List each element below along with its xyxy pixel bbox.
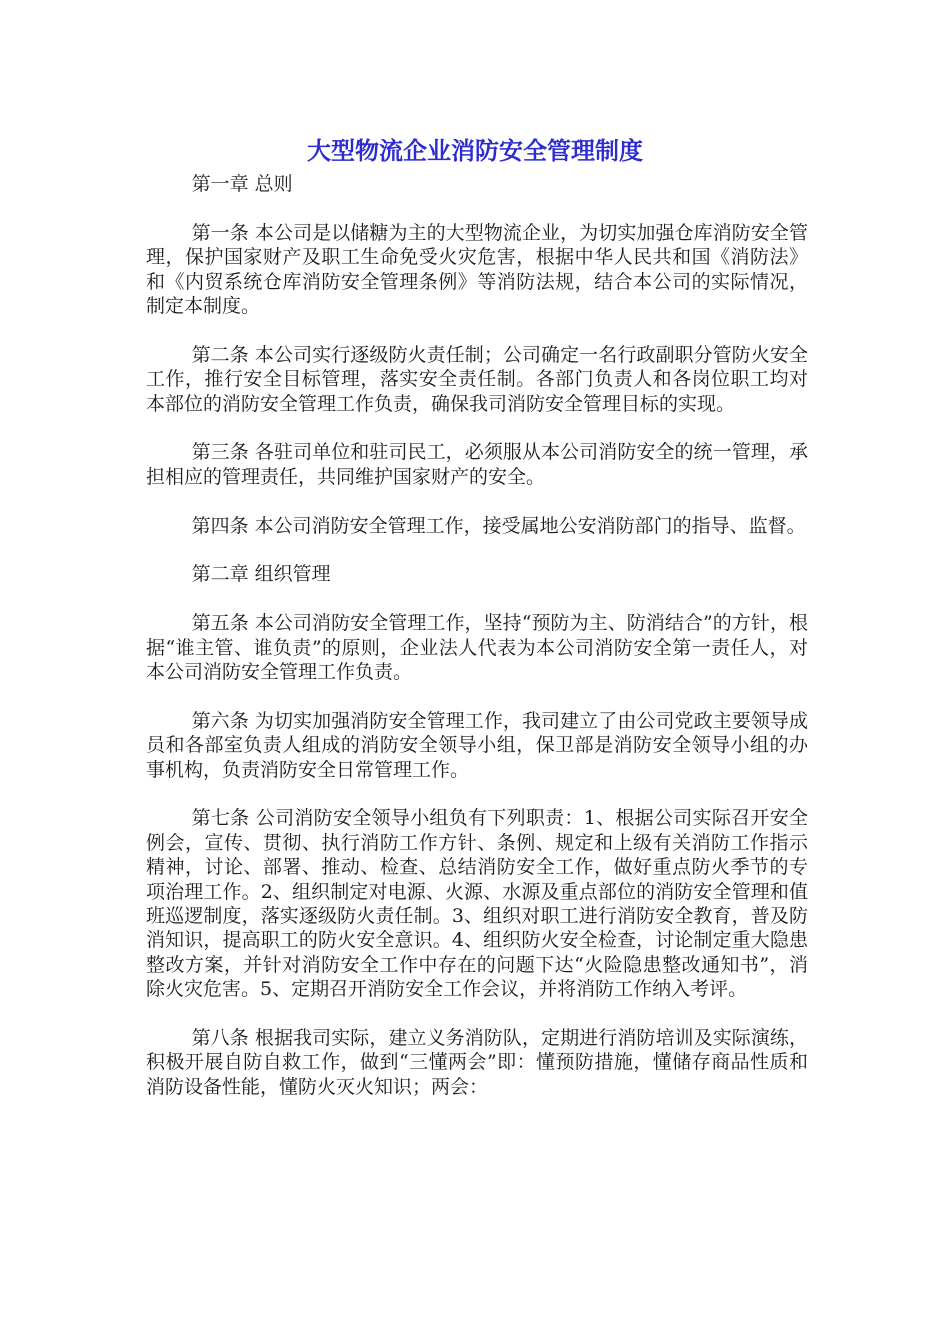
article-2: 第二条 本公司实行逐级防火责任制；公司确定一名行政副职分管防火安全工作，推行安全目标管理，落实安全责任制。各部门负责人和各岗位职工均对本部位的消防安全管理工作负责，确保我司消防安全管理目标的实现。 <box>146 343 808 415</box>
document-body <box>146 172 808 1124</box>
chapter-heading-1: 第一章 总则 <box>191 173 293 195</box>
document-title: 大型物流企业消防安全管理制度 <box>307 137 643 165</box>
article-4: 第四条 本公司消防安全管理工作，接受属地公安消防部门的指导、监督。 <box>191 514 806 537</box>
article-8: 第八条 根据我司实际，建立义务消防队，定期进行消防培训及实际演练，积极开展自防自救工作，做到“三懂两会”即：懂预防措施，懂储存商品性质和消防设备性能，懂防火灭火知识；两会： <box>146 1027 808 1098</box>
article-6: 第六条 为切实加强消防安全管理工作，我司建立了由公司党政主要领导成员和各部室负责人组成的消防安全领导小组，保卫部是消防安全领导小组的办事机构，负责消防安全日常管理工作。 <box>146 709 808 781</box>
article-5: 第五条 本公司消防安全管理工作，坚持“预防为主、防消结合”的方针，根据“谁主管、谁负责”的原则，企业法人代表为本公司消防安全第一责任人，对本公司消防安全管理工作负责。 <box>146 612 808 684</box>
article-3: 第三条 各驻司单位和驻司民工，必须服从本公司消防安全的统一管理，承担相应的管理责任，共同维护国家财产的安全。 <box>146 441 808 488</box>
chapter-heading-2: 第二章 组织管理 <box>191 563 331 586</box>
article-7: 第七条 公司消防安全领导小组负有下列职责：1、根据公司实际召开安全例会，宣传、贯彻、执行消防工作方针、条例、规定和上级有关消防工作指示精神，讨论、部署、推动、检查、总结消防安全工作，做好重点防火季节的专项治理工作。2、组织制定对电源、火源、水源及重点部位的消防安全管理和值班巡逻制度，落实逐级防火责任制。3、组织对职工进行消防安全教育，普及防消知识，提高职工的防火安全意识。4、组织防火安全检查，讨论制定重大隐患整改方案，并针对消防安全工作中存在的问题下达“火险隐患整改通知书”，消除火灾危害。5、定期召开消防安全工作会议，并将消防工作纳入考评。 <box>146 807 808 1001</box>
article-1: 第一条 本公司是以储糖为主的大型物流企业，为切实加强仓库消防安全管理，保护国家财产及职工生命免受火灾危害，根据中华人民共和国《消防法》和《内贸系统仓库消防安全管理条例》等消防法规，结合本公司的实际情况，制定本制度。 <box>146 221 808 318</box>
